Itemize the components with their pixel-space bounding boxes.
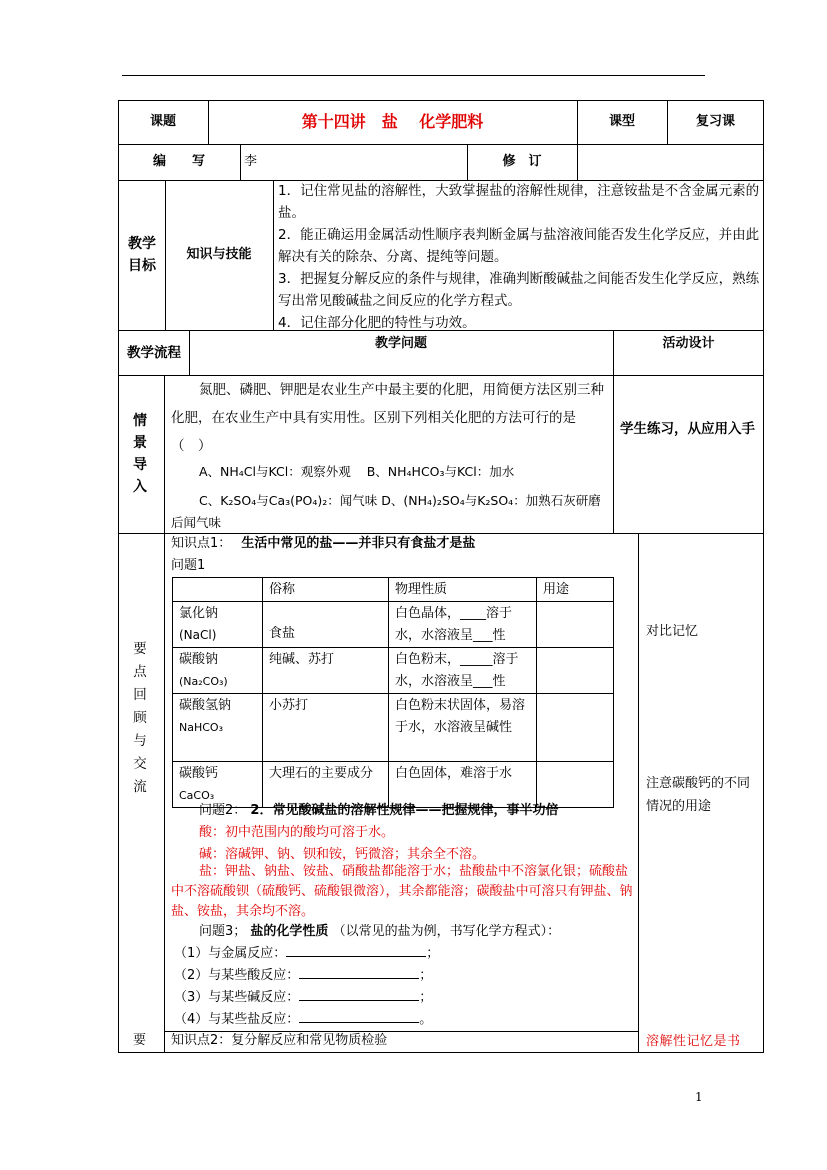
next-section-label: 要 xyxy=(133,1033,147,1048)
objective-item: 4．记住部分化肥的特性与功效。 xyxy=(278,315,476,331)
revise-label: 修 订 xyxy=(502,153,542,169)
type-label: 课型 xyxy=(608,113,635,129)
page-number: 1 xyxy=(695,1090,703,1104)
salt-table xyxy=(172,577,614,808)
intro-text: 氮肥、磷肥、钾肥是农业生产中最主要的化肥，用简便方法区别三种化肥，在农业生产中具有实用性。区别下列相关化肥的方法可行的是（ ） xyxy=(171,382,604,454)
question-2-title: 2．常见酸碱盐的溶解性规律——把握规律，事半功倍 xyxy=(250,803,559,818)
side-note-calcium: 注意碳酸钙的不同情况的用途 xyxy=(646,776,751,814)
option-c: C、K₂SO₄与Ca₃(PO₄)₂：闻气味 xyxy=(199,493,378,508)
intro-option-cd xyxy=(171,490,611,534)
question-3: 问题3； 盐的化学性质 （以常见的盐为例，书写化学方程式）： xyxy=(199,924,561,939)
intro-option-ab xyxy=(199,462,514,482)
table-row: 碳酸氢钠 NaHCO₃ 小苏打 白色粉末状固体，易溶于水，水溶液呈碱性 xyxy=(173,694,614,762)
table-row: 氯化钠 (NaCl) 食盐 白色晶体，____溶于水，水溶液呈___性 xyxy=(173,602,614,648)
answer-blank[interactable] xyxy=(299,1011,419,1023)
reaction-3: （3）与某些碱反应： ； xyxy=(174,990,433,1005)
answer-blank[interactable] xyxy=(299,967,419,979)
table-header-row: 俗称 物理性质 用途 xyxy=(173,578,614,602)
objectives-list xyxy=(278,180,760,334)
intro-label: 情景导入 xyxy=(133,413,147,495)
page-title: 第十四讲 盐 化学肥料 xyxy=(301,112,484,132)
question-3-title: 盐的化学性质 xyxy=(250,924,329,939)
knowledge-2: 知识点2：复分解反应和常见物质检验 xyxy=(171,1033,388,1048)
option-a: A、NH₄Cl与KCl：观察外观 xyxy=(199,464,351,479)
type-value: 复习课 xyxy=(695,113,735,129)
knowledge-1-title: 生活中常见的盐——并非只有食盐才是盐 xyxy=(241,536,476,551)
review-label: 要点回顾与交流 xyxy=(133,641,147,795)
question-label: 教学问题 xyxy=(374,336,427,351)
question-1: 问题1 xyxy=(171,558,206,573)
option-b: B、NH₄HCO₃与KCl：加水 xyxy=(366,464,515,479)
salt-rule: 盐：钾盐、钠盐、铵盐、硝酸盐都能溶于水；盐酸盐中不溶氯化银；硫酸盐中不溶硫酸钡（硫酸钙、硫酸银微溶），其余都能溶；碳酸盐中可溶只有钾盐、钠盐、铵盐，其余均不溶。 xyxy=(171,864,633,919)
question-2: 问题2： 2．常见酸碱盐的溶解性规律——把握规律，事半功倍 xyxy=(199,803,559,818)
table-row: 碳酸钠 (Na₂CO₃) 纯碱、苏打 白色粉末，_____溶于水，水溶液呈___性 xyxy=(173,648,614,694)
knowledge-1: 知识点1： 生活中常见的盐——并非只有食盐才是盐 xyxy=(171,536,476,551)
intro-activity: 学生练习，从应用入手 xyxy=(620,421,755,437)
acid-rule: 酸：初中范围内的酸均可溶于水。 xyxy=(199,825,395,840)
header-rule xyxy=(122,75,705,76)
objectives-sub-label: 知识与技能 xyxy=(186,246,252,262)
reaction-2: （2）与某些酸反应： ； xyxy=(174,968,433,983)
answer-blank[interactable] xyxy=(286,945,426,957)
objective-item: 3．把握复分解反应的条件与规律，准确判断酸碱盐之间能否发生化学反应，熟练写出常见酸碱盐之间反应的化学方程式。 xyxy=(278,271,760,309)
author-value: 李 xyxy=(244,154,258,169)
base-rule: 碱：溶碱钾、钠、钡和铵，钙微溶；其余全不溶。 xyxy=(199,847,486,862)
topic-label: 课题 xyxy=(149,113,176,129)
objective-item: 1．记住常见盐的溶解性，大致掌握盐的溶解性规律，注意铵盐是不含金属元素的盐。 xyxy=(278,183,760,221)
option-d: D、(NH₄)₂SO₄与K₂SO₄：加熟石灰研磨后闻气味 xyxy=(171,493,601,530)
side-note-solubility: 溶解性记忆是书 xyxy=(646,1034,741,1049)
reaction-1: （1）与金属反应： ； xyxy=(174,946,440,961)
activity-label: 活动设计 xyxy=(662,336,715,351)
objective-item: 2．能正确运用金属活动性顺序表判断金属与盐溶液间能否发生化学反应，并由此解决有关的除杂、分离、提纯等问题。 xyxy=(278,227,760,265)
reaction-4: （4）与某些盐反应： 。 xyxy=(174,1012,433,1027)
side-note-compare: 对比记忆 xyxy=(646,624,699,639)
author-label: 编 写 xyxy=(152,153,205,169)
objectives-label: 教学目标 xyxy=(128,235,156,274)
answer-blank[interactable] xyxy=(299,989,419,1001)
flow-label: 教学流程 xyxy=(127,344,181,361)
table-row: 碳酸钙 CaCO₃ 大理石的主要成分 白色固体，难溶于水 xyxy=(173,762,614,808)
